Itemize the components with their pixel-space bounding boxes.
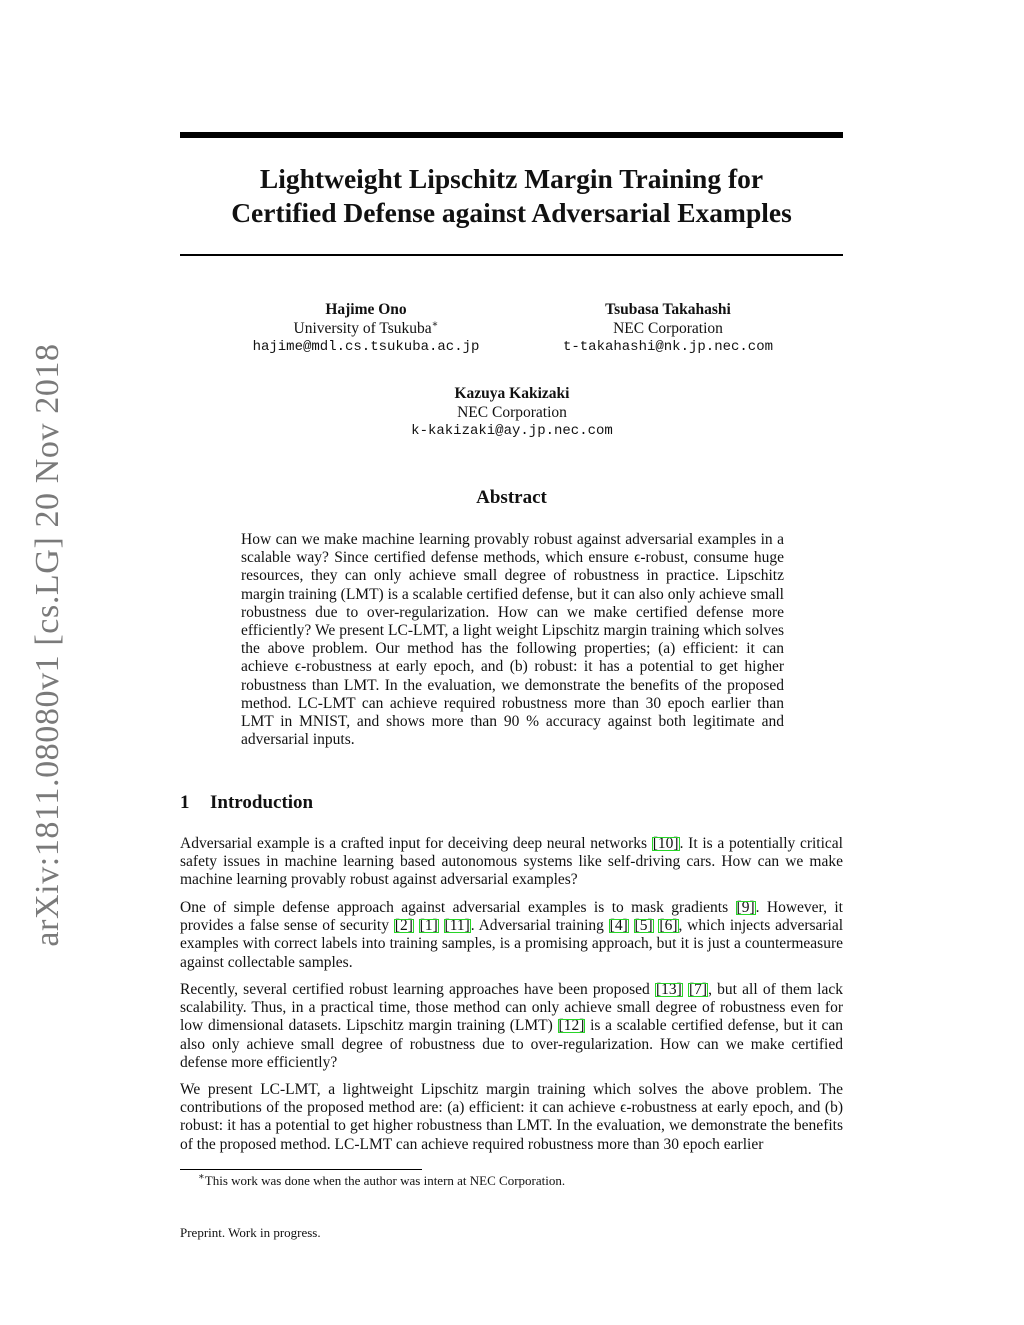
title-top-rule xyxy=(180,132,843,138)
section-number: 1 xyxy=(180,792,190,813)
intro-paragraph-3: Recently, several certified robust learning approaches have been proposed [13] [7], but all of them lack scalability. Thus, in a practical time, those method can only achieve small degree of robustness even for low dimensional datasets. Lipschitz margin training (LMT) [12] is a scalable certified defense, but it can also only achieve small degree of robustness due to over-regularization. How can we make certified defense more efficiently? xyxy=(180,981,843,1071)
citation-link[interactable]: [5] xyxy=(634,917,653,935)
citation-link[interactable]: [6] xyxy=(659,917,678,935)
citation-link[interactable]: [9] xyxy=(736,899,755,916)
author-email[interactable]: hajime@mdl.cs.tsukuba.ac.jp xyxy=(252,339,480,355)
footnote-text: This work was done when the author was intern at NEC Corporation. xyxy=(204,1173,566,1188)
abstract-heading: Abstract xyxy=(476,487,547,508)
section-heading-introduction xyxy=(180,791,313,815)
author-name: Tsubasa Takahashi xyxy=(605,301,731,318)
citation-link[interactable]: [11] xyxy=(444,917,470,935)
author-name: Hajime Ono xyxy=(325,301,407,318)
section-title: Introduction xyxy=(210,792,314,813)
footnote-rule xyxy=(180,1169,422,1170)
title-line-1: Lightweight Lipschitz Margin Training for xyxy=(259,163,764,194)
author-affiliation: University of Tsukuba∗ xyxy=(293,318,439,337)
citation-link[interactable]: [7] xyxy=(688,981,708,998)
citation-link[interactable]: [4] xyxy=(609,917,628,935)
citation-link[interactable]: [13] xyxy=(655,981,682,998)
title-line-2: Certified Defense against Adversarial Examples xyxy=(231,197,792,228)
title-bottom-rule xyxy=(180,254,843,256)
citation-link[interactable]: [2] xyxy=(394,917,413,935)
author-block-kakizaki xyxy=(362,384,662,441)
intro-paragraph-1: Adversarial example is a crafted input for deceiving deep neural networks [10]. It is a potentially critical safety issues in machine learning based autonomous systems like self-driving cars. How can we make machine learning provably robust against adversarial examples? xyxy=(180,835,843,889)
abstract-text: How can we make machine learning provably robust against adversarial examples in a scalable way? Since certified defense methods, which ensure ϵ-robust, consume huge resources, they can only achieve small degree of robustness in practice. Lipschitz margin training (LMT) is a scalable certified defense, but it can also only achieve small robustness due to over-regularization. How can we make certified defense more efficiently? We present LC-LMT, a light weight Lipschitz margin training which solves the above problem. Our method has the following properties; (a) efficient: it can achieve ϵ-robustness at early epoch, and (b) robust: it has a potential to get higher robustness than LMT. In the evaluation, we demonstrate the benefits of the proposed method. LC-LMT can achieve required robustness more than 30 epoch earlier than LMT in MNIST, and shows more than 90 % accuracy against both legitimate and adversarial inputs. xyxy=(241,531,784,749)
affiliation-footnote-mark: ∗ xyxy=(431,318,439,330)
paper-title xyxy=(180,162,843,230)
citation-link[interactable]: [10] xyxy=(652,835,679,852)
footnote xyxy=(198,1173,565,1189)
author-block-ono xyxy=(216,300,516,357)
author-email[interactable]: t-takahashi@nk.jp.nec.com xyxy=(562,339,774,355)
author-email[interactable]: k-kakizaki@ay.jp.nec.com xyxy=(411,423,613,439)
footnote-mark: ∗ xyxy=(198,1171,205,1183)
citation-link[interactable]: [1] xyxy=(419,917,438,935)
page-footer: Preprint. Work in progress. xyxy=(180,1225,321,1240)
arxiv-identifier: arXiv:1811.08080v1 [cs.LG] 20 Nov 2018 xyxy=(29,343,66,947)
author-affiliation: NEC Corporation xyxy=(457,404,567,421)
author-name: Kazuya Kakizaki xyxy=(454,385,570,402)
author-block-takahashi xyxy=(518,300,818,357)
intro-paragraph-4: We present LC-LMT, a lightweight Lipschitz margin training which solves the above problem. The contributions of the proposed method are: (a) efficient: it can achieve ϵ-robustness at early epoch, and (b) robust: it has a potential to get higher robustness than LMT. In the evaluation, we demonstrate the benefits of the proposed method. LC-LMT can achieve required robustness more than 30 epoch earlier xyxy=(180,1081,843,1153)
author-affiliation: NEC Corporation xyxy=(613,320,723,337)
intro-paragraph-2: One of simple defense approach against adversarial examples is to mask gradients [9]. However, it provides a false sense of security [2] [1] [11]. Adversarial training [4] [5] [6], which injects adversarial examples with correct labels into training samples, is a promising approach, but it is just a countermeasure against collectable samples. xyxy=(180,899,844,971)
citation-link[interactable]: [12] xyxy=(558,1017,585,1035)
